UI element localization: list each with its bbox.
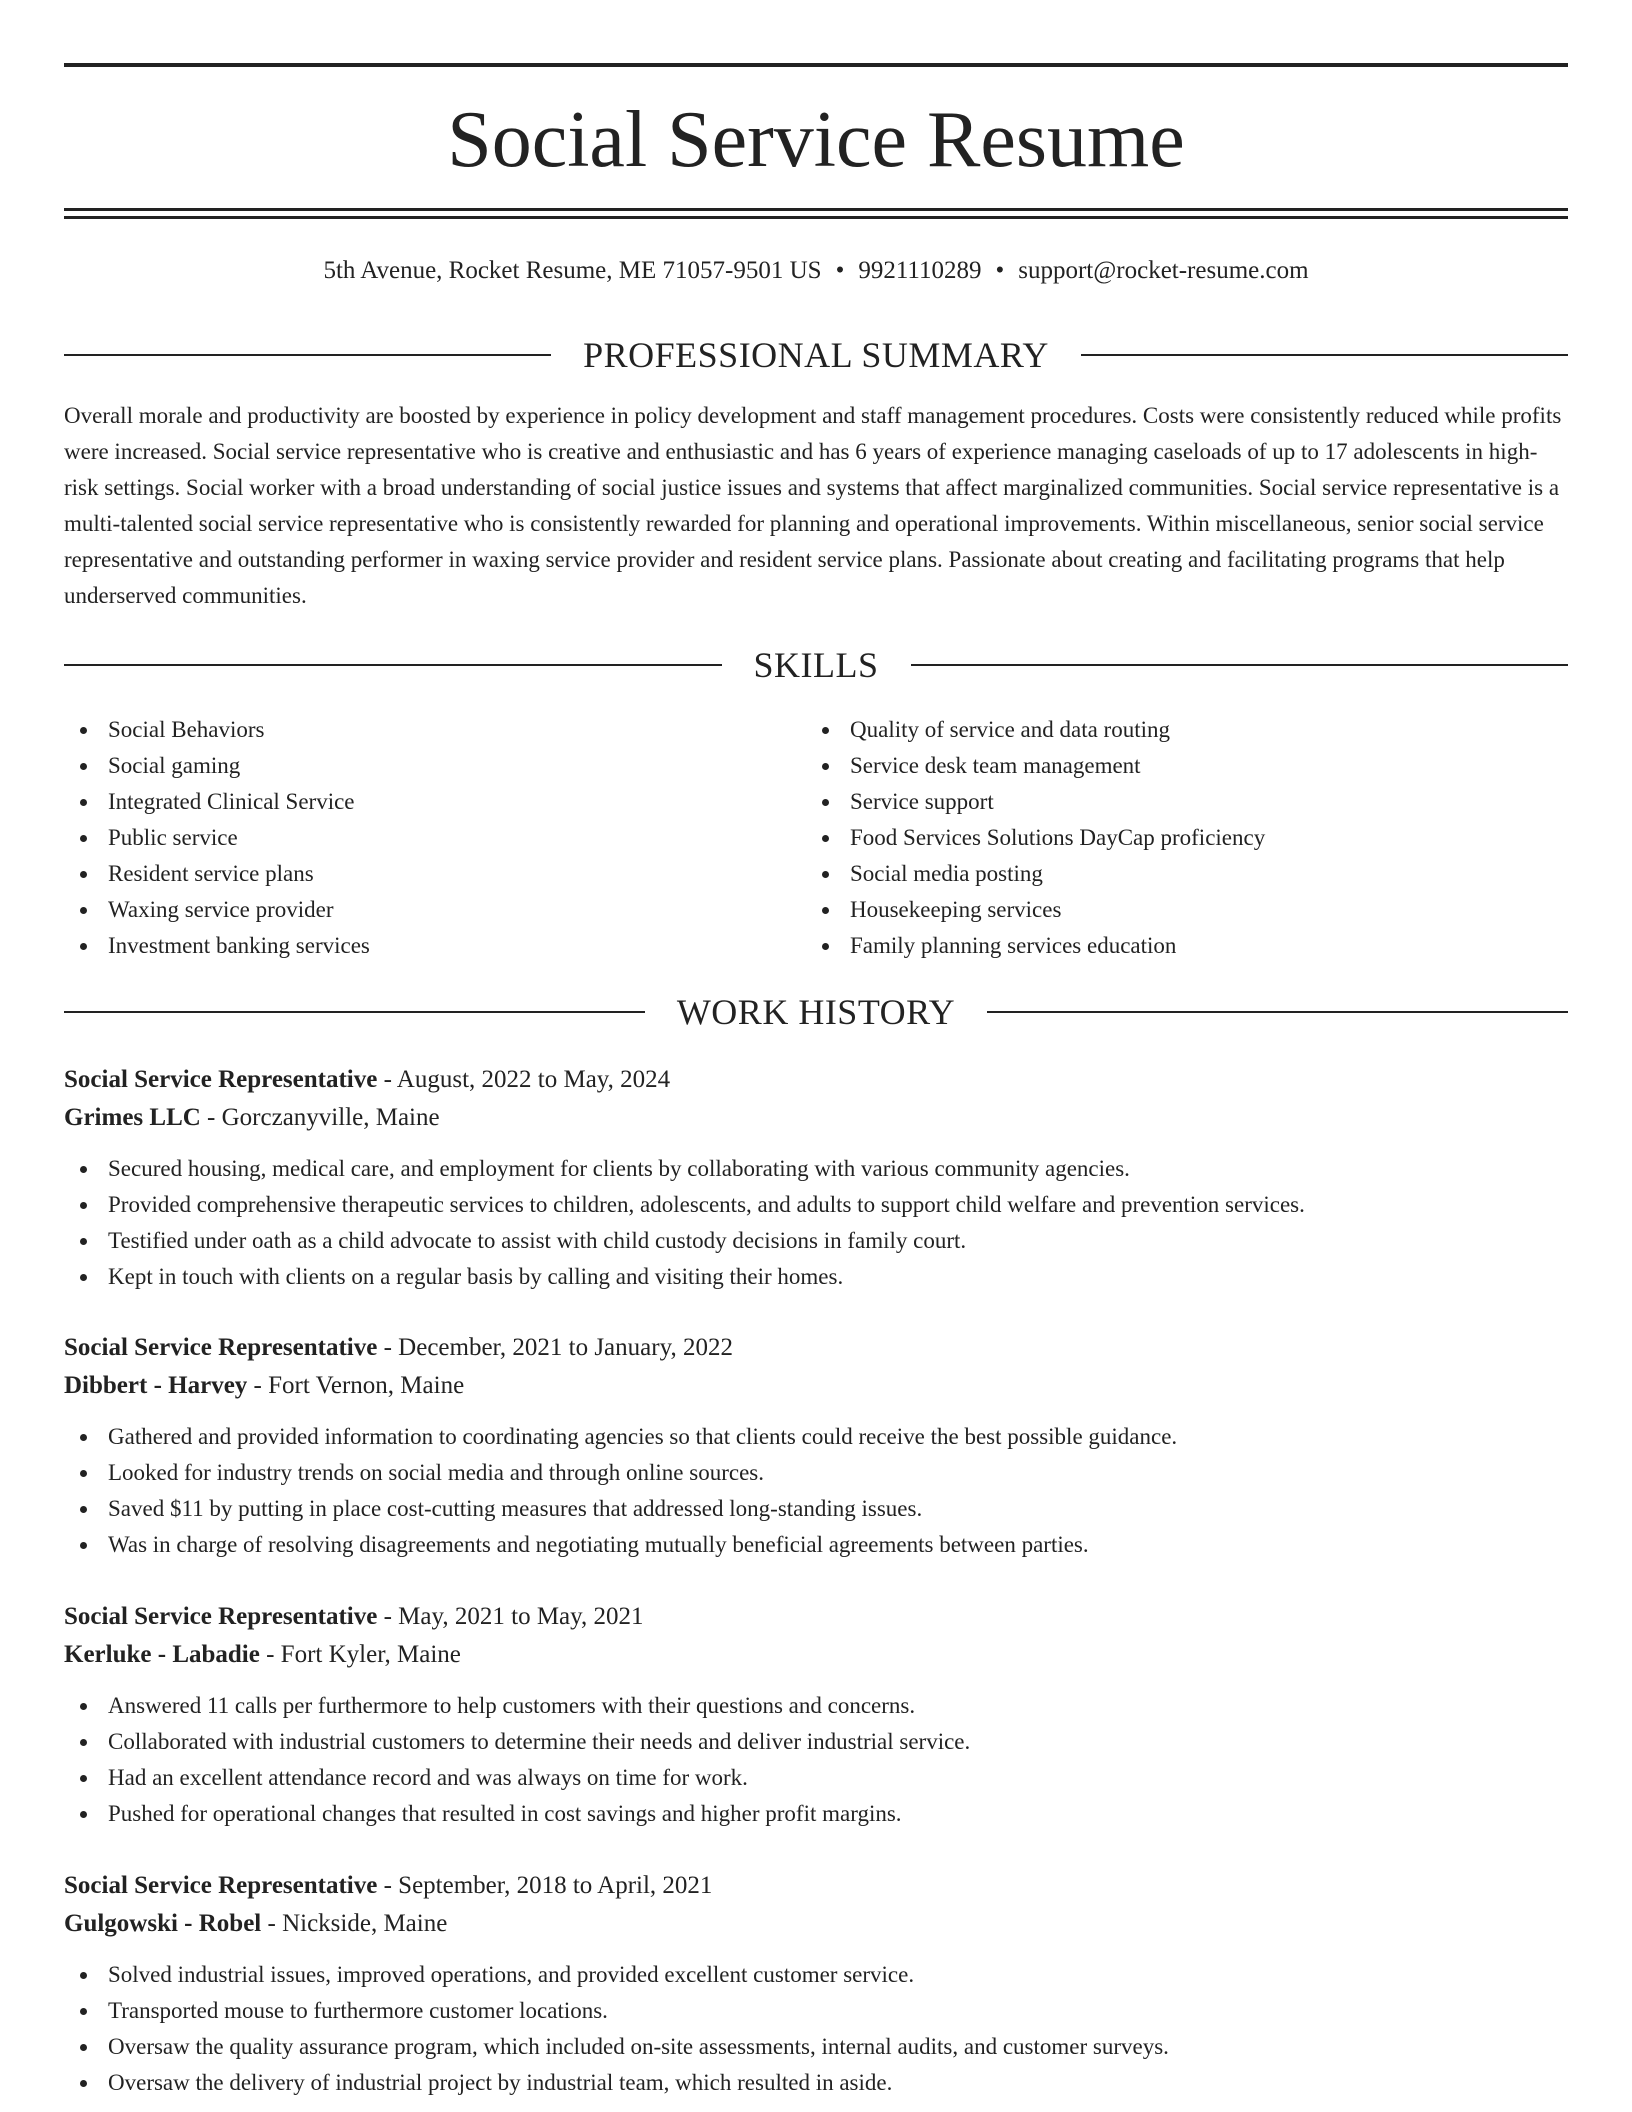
job-duty: Kept in touch with clients on a regular basis by calling and visiting their homes. — [64, 1259, 1568, 1295]
skill-item: Public service — [64, 820, 806, 856]
top-rule — [64, 63, 1568, 67]
contact-address: 5th Avenue, Rocket Resume, ME 71057-9501 US — [323, 257, 822, 284]
section-header-summary — [64, 333, 1568, 377]
job-entry — [64, 1867, 1568, 2101]
job-duty: Collaborated with industrial customers to determine their needs and deliver industrial service. — [64, 1724, 1568, 1760]
job-company-line — [64, 1367, 1568, 1405]
professional-summary-text: Overall morale and productivity are boosted by experience in policy development and staff management procedures. Costs were consistently reduced while profits were increased. Social service representative who is creative and enthusiastic and has 6 years of experience managing caseloads of up to 17 adolescents in high-risk settings. Social worker with a broad understanding of social justice issues and systems that affect marginalized communities. Social service representative is a multi-talented social service representative who is consistently rewarded for planning and operational improvements. Within miscellaneous, senior social service representative and outstanding performer in waxing service provider and resident service plans. Passionate about creating and facilitating programs that help underserved communities. — [64, 403, 1562, 608]
job-duty: Secured housing, medical care, and employment for clients by collaborating with various community agencies. — [64, 1151, 1568, 1187]
job-company: Gulgowski - Robel — [64, 1910, 262, 1937]
job-duty: Pushed for operational changes that resulted in cost savings and higher profit margins. — [64, 1796, 1568, 1832]
job-duty: Transported mouse to furthermore customer locations. — [64, 1993, 1568, 2029]
job-title-line — [64, 1329, 1568, 1367]
job-company-line — [64, 1636, 1568, 1674]
skill-item: Service desk team management — [806, 748, 1548, 784]
job-title: Social Service Representative — [64, 1334, 378, 1361]
section-header-work — [64, 990, 1568, 1034]
section-title-skills: SKILLS — [753, 645, 879, 685]
section-title-work: WORK HISTORY — [676, 992, 956, 1032]
job-duty: Saved $11 by putting in place cost-cutting measures that addressed long-standing issues. — [64, 1491, 1568, 1527]
job-location: - Fort Kyler, Maine — [259, 1641, 461, 1668]
job-company: Kerluke - Labadie — [64, 1641, 260, 1668]
section-header-skills — [64, 643, 1568, 687]
job-company-line — [64, 1099, 1568, 1137]
skills-column-right — [806, 712, 1548, 964]
job-location: - Fort Vernon, Maine — [247, 1372, 465, 1399]
job-duties — [64, 1151, 1568, 1295]
skill-item: Family planning services education — [806, 928, 1548, 964]
skill-item: Waxing service provider — [64, 892, 806, 928]
job-duty: Solved industrial issues, improved operations, and provided excellent customer service. — [64, 1957, 1568, 1993]
section-rule-right — [911, 664, 1569, 666]
title-rule-lower — [64, 216, 1568, 219]
skill-item: Social Behaviors — [64, 712, 806, 748]
job-duty: Provided comprehensive therapeutic services to children, adolescents, and adults to support child welfare and prevention services. — [64, 1187, 1568, 1223]
job-duty: Answered 11 calls per furthermore to help customers with their questions and concerns. — [64, 1688, 1568, 1724]
job-dates: - December, 2021 to January, 2022 — [377, 1334, 733, 1361]
job-entry — [64, 1061, 1568, 1295]
skill-item: Integrated Clinical Service — [64, 784, 806, 820]
job-duties — [64, 1419, 1568, 1563]
job-location: - Nickside, Maine — [261, 1910, 448, 1937]
job-duty: Testified under oath as a child advocate to assist with child custody decisions in family court. — [64, 1223, 1568, 1259]
section-rule-left — [64, 1011, 645, 1013]
skill-item: Social media posting — [806, 856, 1548, 892]
contact-phone: 9921110289 — [858, 257, 982, 284]
job-duty: Looked for industry trends on social media and through online sources. — [64, 1455, 1568, 1491]
contact-line — [64, 254, 1568, 288]
job-entry — [64, 1598, 1568, 1832]
section-rule-right — [987, 1011, 1568, 1013]
job-duties — [64, 1957, 1568, 2101]
skill-item: Service support — [806, 784, 1548, 820]
job-duties — [64, 1688, 1568, 1832]
skill-item: Social gaming — [64, 748, 806, 784]
title-rule-upper — [64, 208, 1568, 211]
section-rule-right — [1081, 354, 1568, 356]
job-duty: Had an excellent attendance record and was always on time for work. — [64, 1760, 1568, 1796]
skill-item: Housekeeping services — [806, 892, 1548, 928]
skill-item: Food Services Solutions DayCap proficiency — [806, 820, 1548, 856]
contact-separator: • — [995, 257, 1005, 284]
job-title-line — [64, 1867, 1568, 1905]
job-dates: - September, 2018 to April, 2021 — [377, 1872, 713, 1899]
job-entry — [64, 1329, 1568, 1563]
skill-item: Investment banking services — [64, 928, 806, 964]
job-company: Grimes LLC — [64, 1104, 201, 1131]
job-company-line — [64, 1905, 1568, 1943]
job-dates: - May, 2021 to May, 2021 — [377, 1603, 644, 1630]
job-title: Social Service Representative — [64, 1603, 378, 1630]
job-title-line — [64, 1598, 1568, 1636]
job-duty: Was in charge of resolving disagreements and negotiating mutually beneficial agreements between parties. — [64, 1527, 1568, 1563]
contact-email: support@rocket-resume.com — [1018, 257, 1309, 284]
job-company: Dibbert - Harvey — [64, 1372, 248, 1399]
section-rule-left — [64, 354, 551, 356]
job-duty: Gathered and provided information to coordinating agencies so that clients could receive the best possible guidance. — [64, 1419, 1568, 1455]
contact-separator: • — [835, 257, 845, 284]
resume-title: Social Service Resume — [447, 96, 1185, 184]
job-location: - Gorczanyville, Maine — [200, 1104, 440, 1131]
skill-item: Resident service plans — [64, 856, 806, 892]
skills-column-left — [64, 712, 806, 964]
job-duty: Oversaw the delivery of industrial project by industrial team, which resulted in aside. — [64, 2065, 1568, 2101]
job-duty: Oversaw the quality assurance program, which included on-site assessments, internal audits, and customer surveys. — [64, 2029, 1568, 2065]
section-title-summary: PROFESSIONAL SUMMARY — [583, 335, 1049, 375]
job-title-line — [64, 1061, 1568, 1099]
section-rule-left — [64, 664, 722, 666]
skill-item: Quality of service and data routing — [806, 712, 1548, 748]
job-dates: - August, 2022 to May, 2024 — [377, 1066, 671, 1093]
skills-list — [64, 712, 1568, 964]
job-title: Social Service Representative — [64, 1872, 378, 1899]
job-title: Social Service Representative — [64, 1066, 378, 1093]
